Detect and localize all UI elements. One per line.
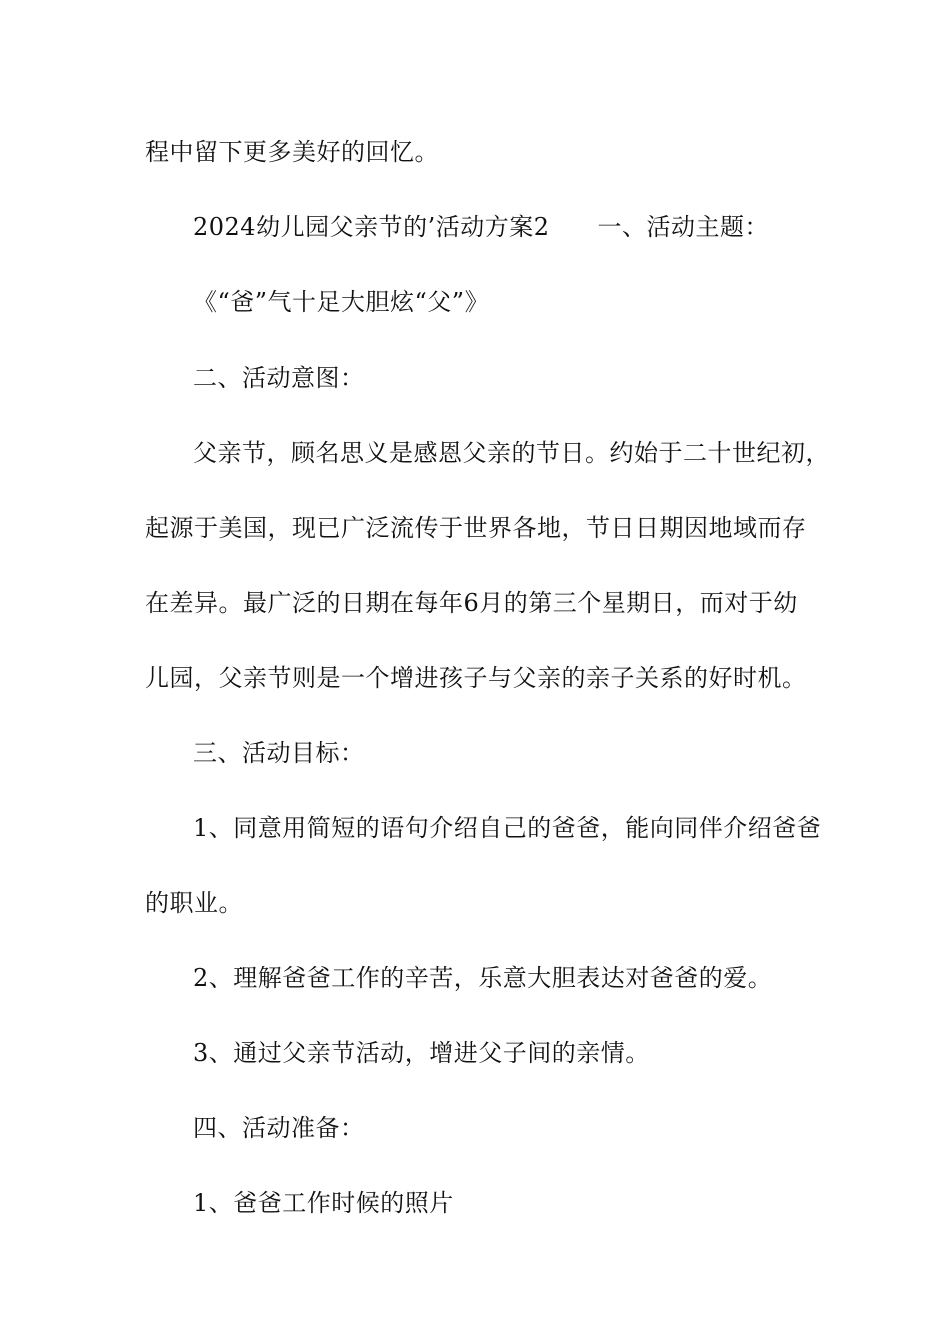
- list-item: 1、同意用简短的语句介绍自己的爸爸，能向同伴介绍爸爸: [193, 814, 822, 842]
- paragraph-line: 起源于美国，现已广泛流传于世界各地，节日日期因地域而存: [145, 514, 807, 542]
- list-item: 1、爸爸工作时候的照片: [193, 1189, 454, 1217]
- list-item: 2、理解爸爸工作的辛苦，乐意大胆表达对爸爸的爱。: [193, 964, 773, 992]
- list-item: 3、通过父亲节活动，增进父子间的亲情。: [193, 1039, 650, 1067]
- paragraph-line: 儿园，父亲节则是一个增进孩子与父亲的亲子关系的好时机。: [145, 664, 807, 692]
- list-item-continuation: 的职业。: [145, 889, 243, 917]
- heading-line: [193, 213, 769, 241]
- paragraph-line: 在差异。最广泛的日期在每年6月的第三个星期日，而对于幼: [145, 589, 798, 617]
- paragraph-line: 父亲节，顾名思义是感恩父亲的节日。约始于二十世纪初，: [193, 439, 830, 467]
- section-heading-intent: 二、活动意图：: [193, 364, 365, 392]
- text-line: 程中留下更多美好的回忆。: [145, 138, 439, 166]
- theme-text: 《“爸”气十足大胆炫“父”》: [193, 288, 490, 316]
- document-title: 2024幼儿园父亲节的’活动方案2: [193, 213, 550, 241]
- section-heading-goals: 三、活动目标：: [193, 739, 365, 767]
- section-heading-preparation: 四、活动准备：: [193, 1114, 365, 1142]
- section-heading-theme: 一、活动主题：: [597, 213, 769, 241]
